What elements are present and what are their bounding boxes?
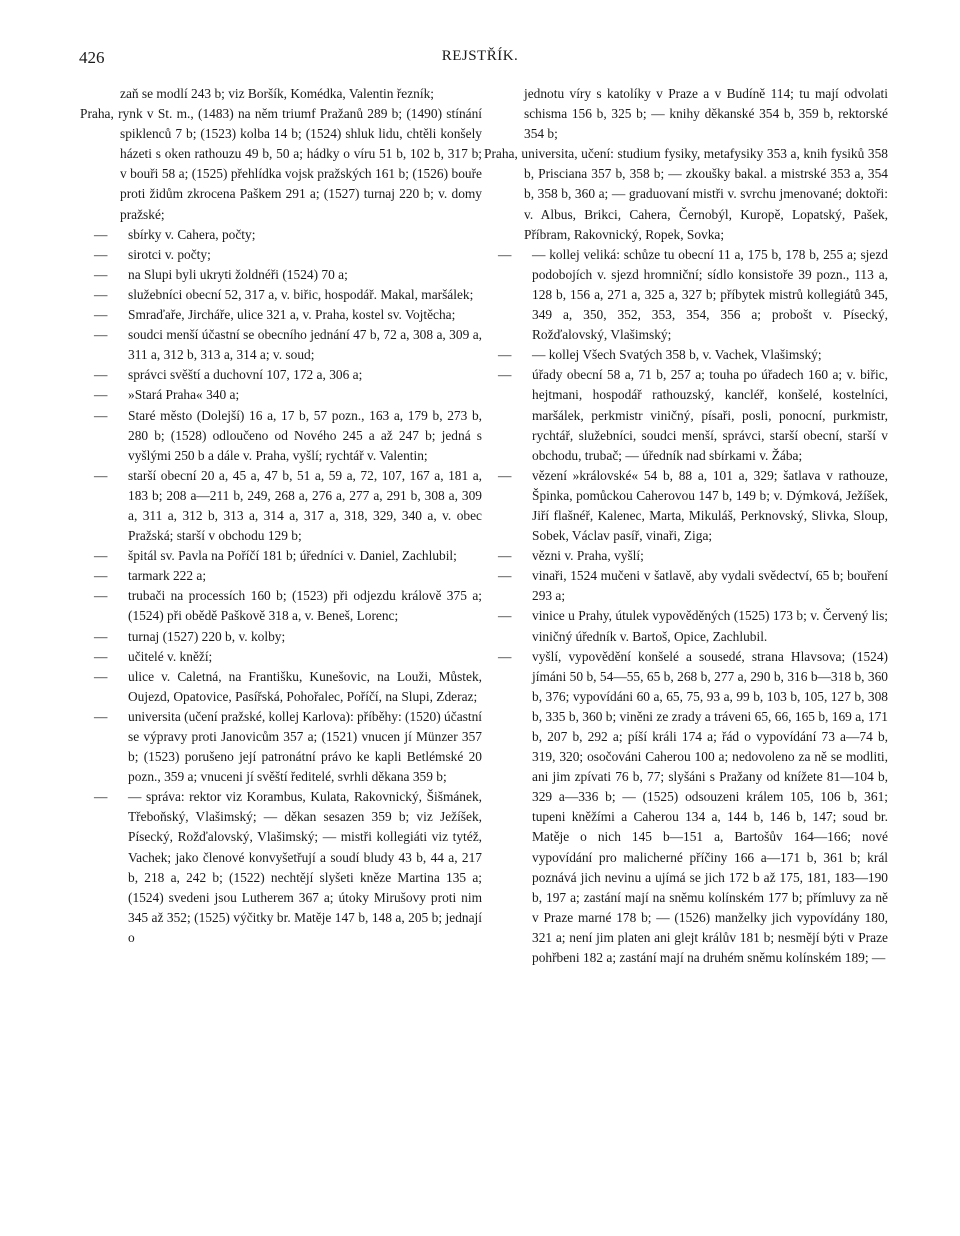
index-subentry: — Staré město (Dolejší) 16 a, 17 b, 57 pozn., 163 a, 179 b, 273 b, 280 b; (1528) odloučeno od Nového 245 a až 247 b; jedná s vyšlými 250 b a dále v. Praha, vyšlí; rychtář v. Valentin;	[80, 406, 482, 466]
index-subentry: — »Stará Praha« 340 a;	[80, 385, 482, 405]
index-subentry: — starší obecní 20 a, 45 a, 47 b, 51 a, 59 a, 72, 107, 167 a, 181 a, 183 b; 208 a—211 b, 249, 268 a, 276 a, 277 a, 291 b, 308 a, 309 a, 311 a, 312 b, 313 a, 314 a, 317 a, 318, 329, 340 a, v. obec Pražská; starší v obchodu 129 b;	[80, 466, 482, 546]
index-entry: jednotu víry s katolíky v Praze a v Budíně 114; tu mají odvolati schisma 156 b, 325 b; — knihy děkanské 354 b, 359 b, rektorské 354 b;	[524, 86, 888, 142]
index-subentry: — universita (učení pražské, kollej Karlova): příběhy: (1520) účastní se výpravy proti Janovicům 357 a; (1521) vnucen jí Münzer 357 b; (1523) porušeno její patronátní právo ke kapli Betlémské 20 pozn., 359 a; vnuceni jí svěští ředitelé, svrhli děkana 359 b;	[80, 707, 482, 787]
index-subentry: — vinice u Prahy, útulek vypověděných (1525) 173 b; v. Červený lis; viničný úředník v. Bartoš, Opice, Zachlubil.	[484, 606, 888, 646]
index-subentry: — na Slupi byli ukryti žoldnéři (1524) 70 a;	[80, 265, 482, 285]
running-title: REJSTŘÍK.	[441, 48, 519, 64]
index-subentry: — vězení »královské« 54 b, 88 a, 101 a, 329; šatlava v rathouze, Špinka, pomůckou Caherovou 147 b, 149 b; v. Dýmková, Ježíšek, Jiří flašnéř, Kalenec, Marta, Mikuláš, Perknovský, Slivka, Sloup, Sobek, Václav pasíř, vinaři, Ziga;	[484, 466, 888, 546]
index-subentry: — vězni v. Praha, vyšlí;	[484, 546, 888, 566]
index-subentry: — sirotci v. počty;	[80, 245, 482, 265]
index-subentry: — ulice v. Caletná, na Františku, Kunešovic, na Louži, Můstek, Oujezd, Opatovice, Pasířská, Pohořalec, Poříčí, na Slupi, Zderaz;	[80, 667, 482, 707]
index-subentry: — správci svěští a duchovní 107, 172 a, 306 a;	[80, 365, 482, 385]
index-subentry: — špitál sv. Pavla na Poříčí 181 b; úředníci v. Daniel, Zachlubil;	[80, 546, 482, 566]
index-subentry: — tarmark 222 a;	[80, 566, 482, 586]
index-subentry: — — kollej veliká: schůze tu obecní 11 a, 175 b, 178 b, 255 a; sjezd podobojích v. sjezd hromniční; sídlo konsistoře 39 pozn., 113 a, 128 b, 156 a, 271 a, 325 a, 327 b; příbytek mistrů kollegiátů 345, 349 a, 350, 352, 353, 354, 356 a; probošt v. Písecký, Rožďalovský, Vlašimský;	[484, 245, 888, 345]
page-header	[0, 48, 960, 72]
index-entry: zaň se modlí 243 b; viz Boršík, Komédka, Valentin řezník;	[120, 86, 434, 101]
index-entry: Praha, rynk v St. m., (1483) na něm triumf Pražanů 289 b; (1490) stínání spiklenců 7 b; (1523) kolba 14 b; (1524) shluk lidu, chtěli konšely házeti s oken rathouzu 49 b, 50 a; hádky o víru 51 b, 102 b, 317 b; v bouři 58 a; (1525) přehlídka vojsk pražských 161 b; (1526) bouře proti židům zkrocena Paškem 291 a; (1527) turnaj 220 b; v. domy pražské;	[80, 106, 482, 222]
index-subentry: — trubači na processích 160 b; (1523) při odjezdu králově 375 a; (1524) při obědě Paškově 318 a, v. Beneš, Lorenc;	[80, 586, 482, 626]
index-subentry: — sbírky v. Cahera, počty;	[80, 225, 482, 245]
index-subentry: — úřady obecní 58 a, 71 b, 257 a; touha po úřadech 160 a; v. biřic, hejtmani, hospodář rathouzský, kancléř, konšelé, kostelníci, maršálek, perkmistr viničný, písaři, posli, ponocní, purkmistr, rychtář, služebníci, soudci menší, správci, starší obecní, starší v obchodu, trubač; — úředník nad sbírkami v. Žába;	[484, 365, 888, 465]
index-subentry: — učitelé v. kněží;	[80, 647, 482, 667]
index-subentry: — soudci menší účastní se obecního jednání 47 b, 72 a, 308 a, 309 a, 311 a, 312 b, 313 a, 314 a; v. soud;	[80, 325, 482, 365]
page-number: 426	[79, 48, 105, 67]
index-subentry: — Smraďaře, Jircháře, ulice 321 a, v. Praha, kostel sv. Vojtěcha;	[80, 305, 482, 325]
left-column	[80, 84, 482, 948]
index-subentry: — turnaj (1527) 220 b, v. kolby;	[80, 627, 482, 647]
right-column	[484, 84, 888, 968]
index-subentry: — vinaři, 1524 mučeni v šatlavě, aby vydali svědectví, 65 b; bouření 293 a;	[484, 566, 888, 606]
index-entry: Praha, universita, učení: studium fysiky, metafysiky 353 a, knih fysiků 358 b, Prisciana 357 b, 358 b; — zkoušky bakal. a mistrské 353 a, 354 b, 358 b, 360 a; — graduovaní mistři v. svrchu jmenované; doktoři: v. Albus, Brikci, Cahera, Černobýl, Kuropě, Lopatský, Pašek, Příbram, Rakovnický, Ropek, Sovka;	[484, 146, 888, 242]
index-subentry: — vyšlí, vypovědění konšelé a sousedé, strana Hlavsova; (1524) jímáni 50 b, 54—55, 65 b, 268 b, 277 a, 290 b, 316 b—318 b, 360 b, 376; vypovídáni 60 a, 65, 75, 93 a, 99 b, 103 b, 105, 127 b, 308 b, 335 b, 360 b; viněni ze zrady a tráveni 65, 66, 165 b, 169 a, 171 b, 207 b, 292 a; píší králi 174 a; řád o vypovídání 73 a—74 b, 319, 320; osočováni Caherou 100 a; nedovoleno za ně se modliti, ani jim zpívati 76 b, 77; slyšáni s Pražany od knížete 81—104 b, 329 a—336 b; — (1525) odsouzeni králem 105, 106 b, 361; tupeni kněžími a Caherou 134 a, 144 b, 146 b, 147; soud br. Matěje o nich 145 b—151 a, Bartošův 164—166; nové vypovídání pro malicherné příčiny 166 a—171 b, 361 b; král poznává jich nevinu a ujímá se jich 172 b až 175, 181, 183—190 b, 197 a; zastání mají na sněmu kolínském 177 b; přímluvy za ně v Praze marné 178 b; — (1526) manželky jich vypovídány 180, 321 a; není jim platen ani glejt králův 181 b; nesmějí býti v Praze pohřbeni 182 a; zastání mají na druhém sněmu kolínském 189; —	[484, 647, 888, 969]
index-subentry: — služebníci obecní 52, 317 a, v. biřic, hospodář. Makal, maršálek;	[80, 285, 482, 305]
index-subentry: — — kollej Všech Svatých 358 b, v. Vachek, Vlašimský;	[484, 345, 888, 365]
index-subentry: — — správa: rektor viz Korambus, Kulata, Rakovnický, Šišmánek, Třeboňský, Vlašimský; — děkan sesazen 359 b; viz Ježíšek, Písecký, Rožďalovský, Vlašimský; — mistři kollegiáti viz tytéž, Vachek; jako členové konvyšetřují a soudí bludy 43 b, 44 a, 217 b, 218 a, 242 b; (1522) nechtějí slyšeti kněze Martina 135 a; (1524) svedeni jsou Lutherem 367 a; útoky Mirušovy proti nim 345 až 352; (1525) výčitky br. Matěje 147 b, 148 a, 205 b; jednají o	[80, 787, 482, 948]
